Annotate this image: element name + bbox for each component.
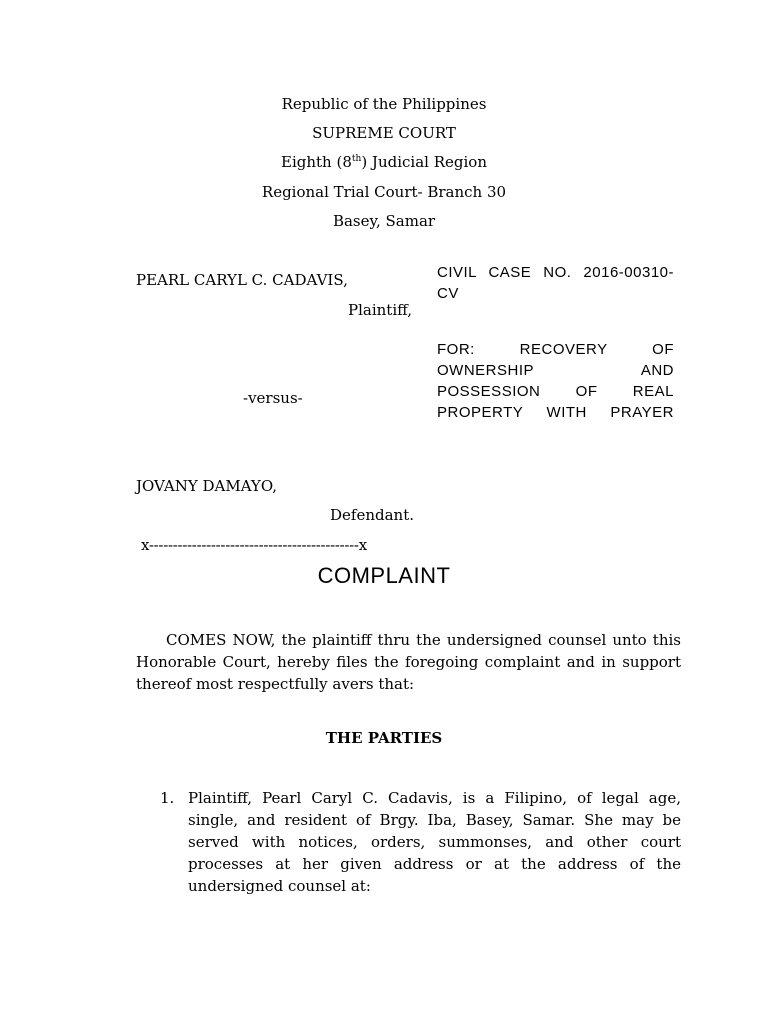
caption-separator: x--------------------------------------------x <box>141 536 367 554</box>
defendant-role: Defendant. <box>330 506 414 524</box>
defendant-name: JOVANY DAMAYO, <box>136 477 278 495</box>
header-country: Republic of the Philippines <box>281 95 487 113</box>
case-number-line2: CV <box>437 285 459 302</box>
header-region-post: ) Judicial Region <box>361 153 487 171</box>
case-nature <box>437 339 674 421</box>
case-nature-line2: OWNERSHIP AND <box>437 362 674 379</box>
header-region <box>0 152 768 172</box>
document-title: COMPLAINT <box>317 563 451 588</box>
header-court: SUPREME COURT <box>312 124 456 142</box>
case-number <box>437 262 674 304</box>
intro-paragraph: COMES NOW, the plaintiff thru the undersigned counsel unto this Honorable Court, hereby files the foregoing complaint and in support thereof most respectfully avers that: <box>136 631 681 693</box>
case-nature-line4: PROPERTY WITH PRAYER <box>437 404 674 421</box>
plaintiff-role: Plaintiff, <box>348 301 413 319</box>
plaintiff-name: PEARL CARYL C. CADAVIS, <box>136 271 348 289</box>
case-number-line1: CIVIL CASE NO. 2016-00310- <box>437 264 674 281</box>
case-nature-line1: FOR: RECOVERY OF <box>437 341 674 358</box>
list-item-number: 1. <box>160 789 175 807</box>
versus-label: -versus- <box>243 389 303 407</box>
section-heading: THE PARTIES <box>325 729 443 747</box>
list-item-text: Plaintiff, Pearl Caryl C. Cadavis, is a Filipino, of legal age, single, and resident of Brgy. Iba, Basey, Samar. She may be served with notices, orders, summonses, and other court processes at her given address or at the address of the undersigned counsel at: <box>188 789 681 895</box>
header-region-sup: th <box>351 154 362 164</box>
header-branch: Regional Trial Court- Branch 30 <box>261 183 507 201</box>
header-location: Basey, Samar <box>332 212 436 230</box>
header-region-pre: Eighth (8 <box>281 153 352 171</box>
case-nature-line3: POSSESSION OF REAL <box>437 383 674 400</box>
